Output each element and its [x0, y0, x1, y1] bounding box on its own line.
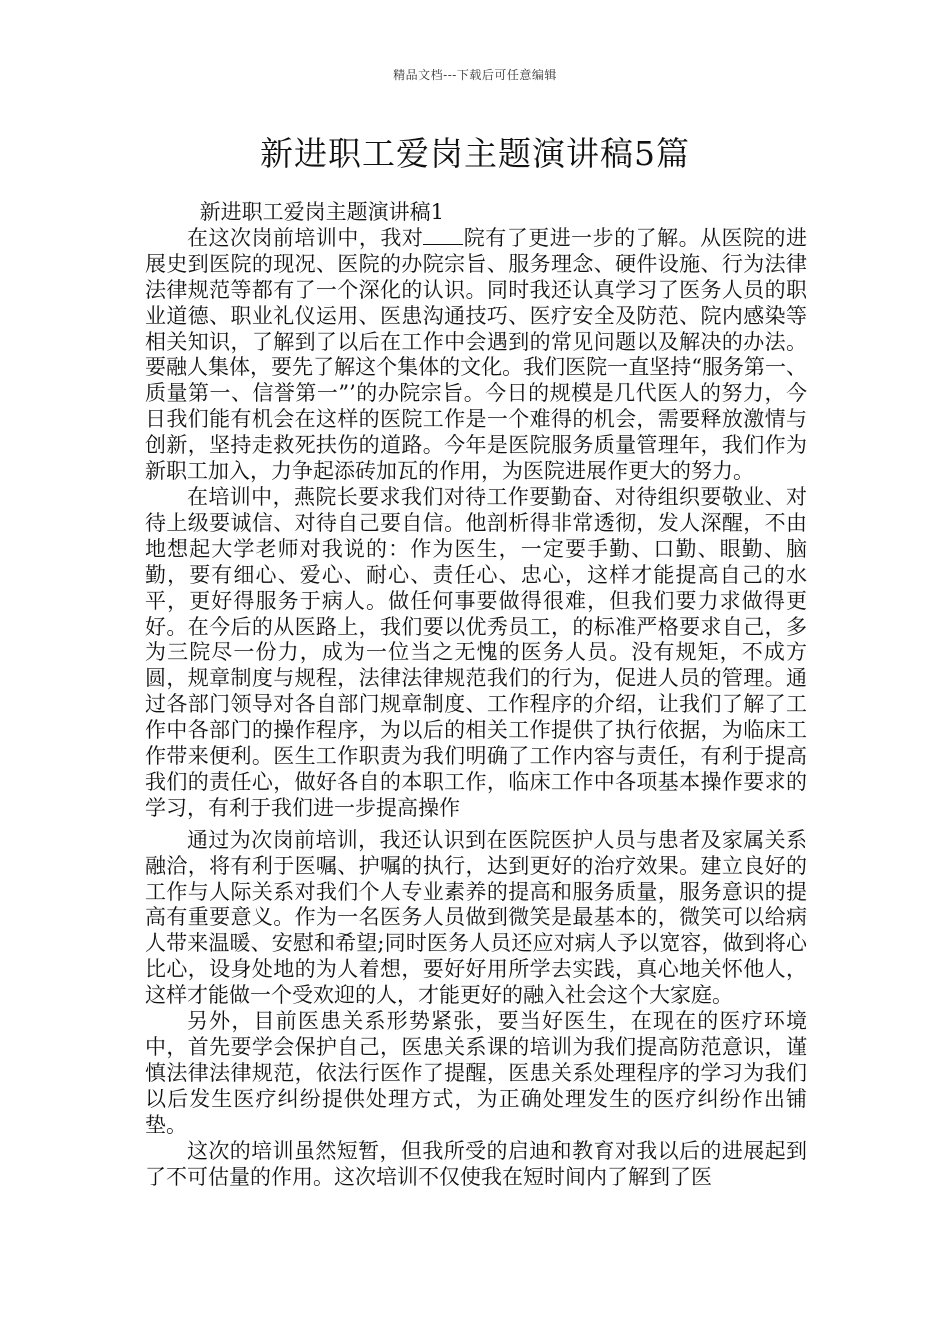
paragraph-5: 这次的培训虽然短暂，但我所受的启迪和教育对我以后的进展起到了不可估量的作用。这次培训不仅使我在短时间内了解到了医 — [145, 1138, 807, 1189]
section-subtitle: 新进职工爱岗主题演讲稿1 — [199, 200, 444, 224]
document-title: 新进职工爱岗主题演讲稿5篇 — [260, 134, 690, 173]
paragraph-1 — [145, 226, 807, 485]
paragraph-1-start: 在这次岗前培训中，我对 — [187, 225, 424, 250]
document-body — [145, 200, 807, 1190]
paragraph-3: 通过为次岗前培训，我还认识到在医院医护人员与患者及家属关系融洽，将有利于医嘱、护嘱的执行，达到更好的治疗效果。建立良好的工作与人际关系对我们个人专业素养的提高和服务质量，服务意识的提高有重要意义。作为一名医务人员做到微笑是最基本的，微笑可以给病人带来温暖、安慰和希望;同时医务人员还应对病人予以宽容，做到将心比心，设身处地的为人着想，要好好用所学去实践，真心地关怀他人，这样才能做一个受欢迎的人，才能更好的融入社会这个大家庭。 — [145, 827, 807, 1008]
paragraph-1-rest: 院有了更进一步的了解。从医院的进展史到医院的现况、医院的办院宗旨、服务理念、硬件设施、行为法律法律规范等都有了一个深化的认识。同时我还认真学习了医务人员的职业道德、职业礼仪运用、医患沟通技巧、医疗安全及防范、院内感染等相关知识，了解到了以后在工作中会遇到的常见问题以及解决的办法。要融人集体，要先了解这个集体的文化。我们医院一直坚持“服务第一、质量第一、信誉第一”’的办院宗旨。今日的规模是几代医人的努力，今日我们能有机会在这样的医院工作是一个难得的机会，需要释放激情与创新，坚持走救死扶伤的道路。今年是医院服务质量管理年，我们作为新职工加入，力争起添砖加瓦的作用，为医院进展作更大的努力。 — [145, 225, 807, 484]
paragraph-4: 另外，目前医患关系形势紧张，要当好医生，在现在的医疗环境中，首先要学会保护自己，医患关系课的培训为我们提高防范意识，谨慎法律法律规范，依法行医作了提醒，医患关系处理程序的学习为我们以后发生医疗纠纷提供处理方式，为正确处理发生的医疗纠纷作出铺垫。 — [145, 1009, 807, 1137]
paragraph-2: 在培训中，燕院长要求我们对待工作要勤奋、对待组织要敬业、对待上级要诚信、对待自己要自信。他剖析得非常透彻，发人深醒，不由地想起大学老师对我说的：作为医生，一定要手勤、口勤、眼勤、脑勤，要有细心、爱心、耐心、责任心、忠心，这样才能提高自己的水平，更好得服务于病人。做任何事要做得很难，但我们要力求做得更好。在今后的从医路上，我们要以优秀员工，的标准严格要求自己，多为三院尽一份力，成为一位当之无愧的医务人员。没有规矩，不成方圆，规章制度与规程，法律法律规范我们的行为，促进人员的管理。通过各部门领导对各自部门规章制度、工作程序的介绍，让我们了解了工作中各部门的操作程序，为以后的相关工作提供了执行依据，为临床工作带来便利。医生工作职责为我们明确了工作内容与责任，有利于提高我们的责任心，做好各自的本职工作，临床工作中各项基本操作要求的学习，有利于我们进一步提高操作 — [145, 484, 807, 820]
blank-underline — [423, 226, 463, 245]
header-note: 精品文档---下载后可任意编辑 — [393, 68, 557, 82]
